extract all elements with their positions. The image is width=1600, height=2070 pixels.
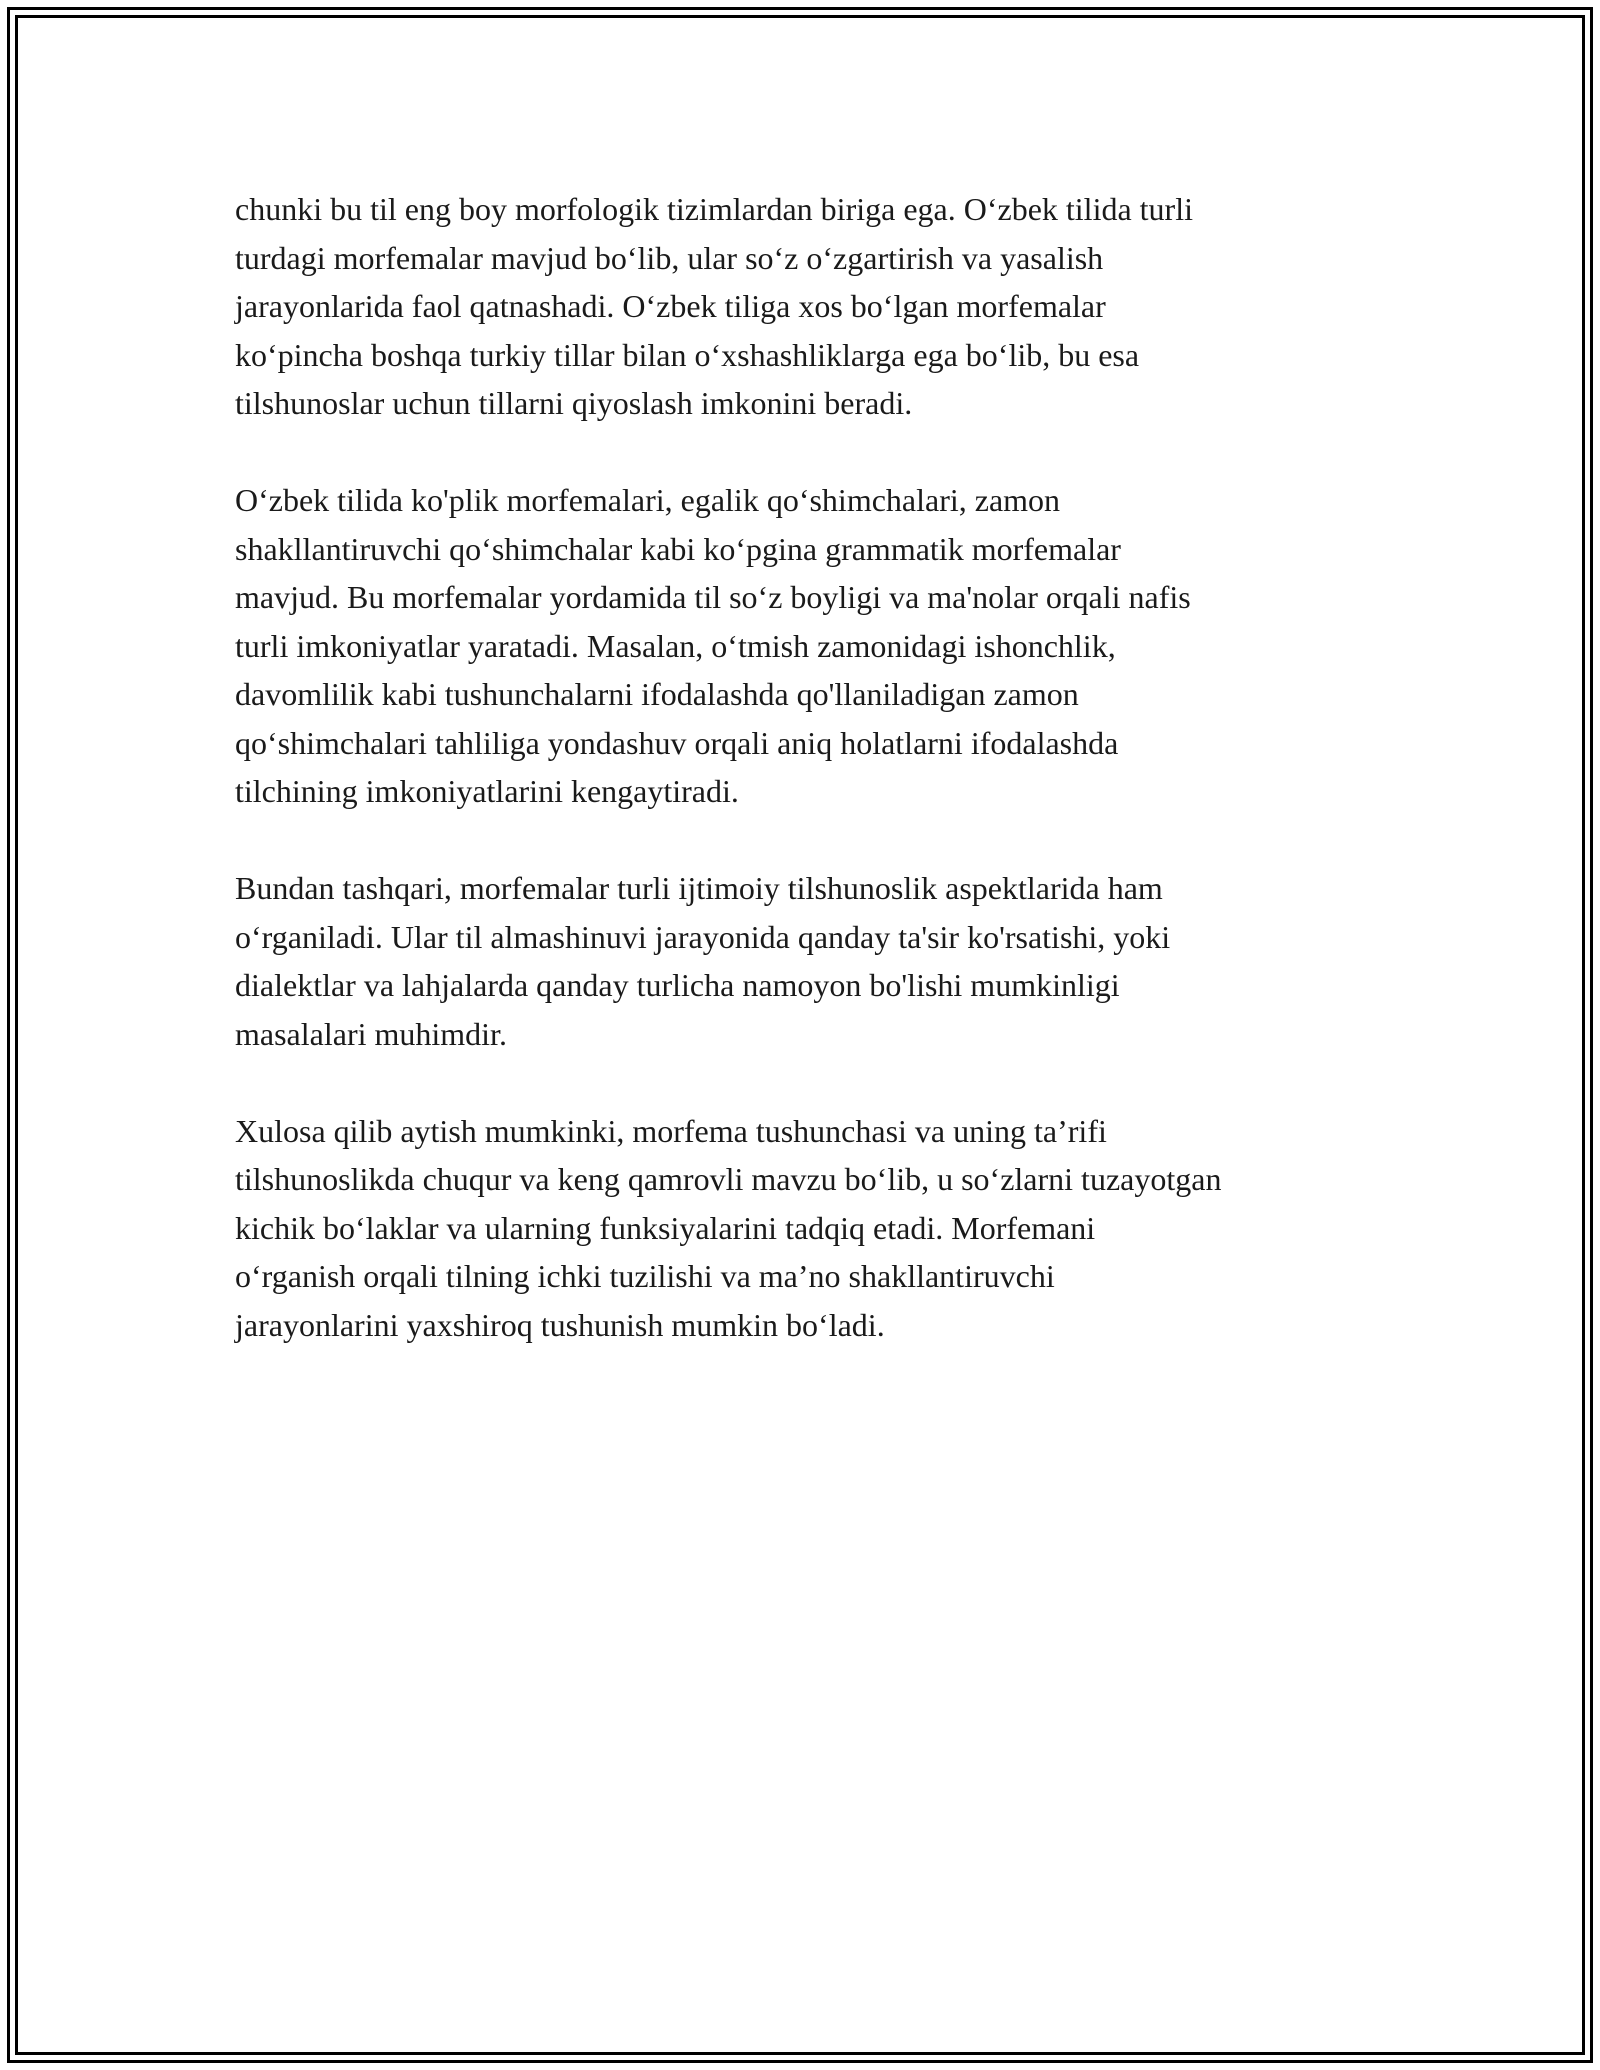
text-line: jarayonlarini yaxshiroq tushunish mumkin bo‘ladi. (235, 1306, 885, 1343)
text-line: o‘rganiladi. Ular til almashinuvi jarayonida qanday ta'sir ko'rsatishi, yoki (235, 918, 1171, 955)
text-line: o‘rganish orqali tilning ichki tuzilishi va ma’no shakllantiruvchi (235, 1258, 1055, 1294)
text-line: turdagi morfemalar mavjud bo‘lib, ular so‘z o‘zgartirish va yasalish (235, 239, 1104, 276)
text-line: O‘zbek tilida ko'plik morfemalari, egalik qo‘shimchalari, zamon (235, 482, 1061, 518)
text-line: tilshunoslikda chuqur va keng qamrovli mavzu bo‘lib, u so‘zlarni tuzayotgan (235, 1161, 1222, 1197)
text-line: mavjud. Bu morfemalar yordamida til so‘z boyligi va ma'nolar orqali nafis (235, 579, 1191, 615)
text-line: qo‘shimchalari tahliliga yondashuv orqali aniq holatlarni ifodalashda (235, 724, 1119, 761)
text-line: shakllantiruvchi qo‘shimchalar kabi ko‘pgina grammatik morfemalar (235, 530, 1121, 567)
text-line: dialektlar va lahjalarda qanday turlicha namoyon bo'lishi mumkinligi (235, 967, 1120, 1003)
text-line: tilshunoslar uchun tillarni qiyoslash imkonini beradi. (235, 385, 913, 421)
paragraph-3 (235, 864, 1375, 1058)
text-line: masalalari muhimdir. (235, 1015, 507, 1052)
text-line: kichik bo‘laklar va ularning funksiyalarini tadqiq etadi. Morfemani (235, 1209, 1096, 1246)
paragraph-4 (235, 1107, 1375, 1350)
paragraph-1 (235, 185, 1375, 428)
text-line: jarayonlarida faol qatnashadi. O‘zbek tiliga xos bo‘lgan morfemalar (235, 288, 1106, 324)
text-line: turli imkoniyatlar yaratadi. Masalan, o‘tmish zamonidagi ishonchlik, (235, 627, 1116, 664)
text-line: Bundan tashqari, morfemalar turli ijtimoiy tilshunoslik aspektlarida ham (235, 870, 1163, 906)
text-line: chunki bu til eng boy morfologik tizimlardan biriga ega. O‘zbek tilida turli (235, 191, 1193, 227)
text-line: Xulosa qilib aytish mumkinki, morfema tushunchasi va uning ta’rifi (235, 1112, 1107, 1149)
text-line: davomlilik kabi tushunchalarni ifodalashda qo'llaniladigan zamon (235, 676, 1079, 712)
text-line: ko‘pincha boshqa turkiy tillar bilan o‘xshashliklarga ega bo‘lib, bu esa (235, 336, 1140, 373)
text-line: tilchining imkoniyatlarini kengaytiradi. (235, 773, 739, 809)
document-body (235, 185, 1375, 1398)
paragraph-2 (235, 476, 1375, 816)
